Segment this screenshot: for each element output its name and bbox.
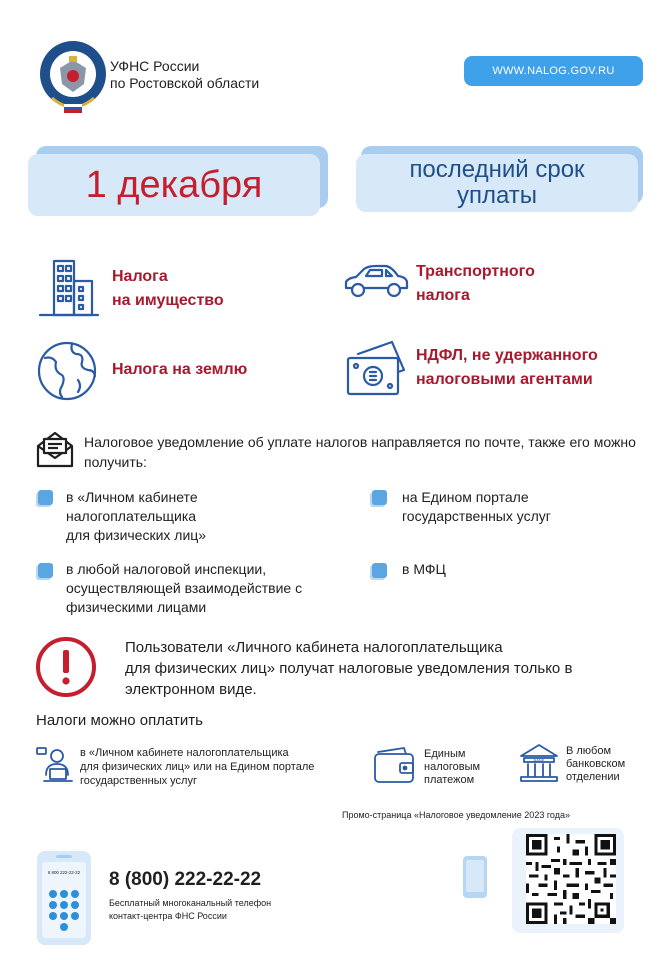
deadline-date: 1 декабря [85,163,263,206]
bullet-marker [38,563,53,578]
warning-line: электронном виде. [125,681,257,698]
deadline-label-line2: уплаты [456,182,538,209]
option-line: на Едином портале [402,489,529,505]
payment-unified-text [424,748,504,787]
phone-scan-icon [462,855,488,899]
payment-title: Налоги можно оплатить [36,712,203,729]
hotline-description [109,897,329,923]
payment-online-line: для физических лиц» или на Едином портале [80,761,315,773]
hotline-phone-number[interactable]: 8 (800) 222-22-22 [109,869,262,890]
payment-bank-text [566,745,646,784]
bullet-marker [38,490,53,505]
promo-page-caption: Промо-страница «Налоговое уведомление 2023 года» [342,810,570,820]
notice-description: Налоговое уведомление об уплате налогов направляется по почте, также его можно получить: [84,434,636,470]
bullet-marker [372,490,387,505]
option-line: физическими лицами [66,599,207,615]
car-icon [342,262,410,300]
option-mfc [402,560,602,579]
option-line: в МФЦ [402,561,446,577]
warning-line: для физических лиц» получат налоговые уведомления только в [125,660,573,677]
deadline-label-line1: последний срок [409,156,585,183]
org-name-line1: УФНС России [110,58,200,74]
tax-property-line2: на имущество [112,292,224,309]
payment-unified-line: Единым [424,748,466,760]
option-line: в любой налоговой инспекции, [66,561,267,577]
exclamation-warning-icon [34,635,98,699]
tax-transport-label [416,260,535,308]
bank-building-icon [518,742,560,784]
tax-property-line1: Налога [112,268,168,285]
warning-line: Пользователи «Личного кабинета налогоплательщика [125,639,503,656]
user-at-computer-icon [36,745,76,787]
tax-ndfl-label [416,344,598,392]
phone-screen-number: 8 800 222-22-22 [47,870,81,875]
wallet-icon [372,746,416,784]
payment-online-text [80,746,330,788]
tax-property-label [112,265,224,313]
envelope-icon [36,430,74,468]
money-banknotes-icon [344,340,410,398]
hotline-description-line1: Бесплатный многоканальный телефон [109,898,272,908]
payment-bank-line: В любом [566,745,612,757]
option-line: для физических лиц» [66,527,207,543]
tax-transport-line1: Транспортного [416,263,535,280]
org-name-line2: по Ростовской области [110,75,260,91]
option-personal-account [66,488,326,545]
fns-emblem-logo [38,38,108,118]
globe-icon [36,340,98,402]
option-line: налогоплательщика [66,508,197,524]
option-line: государственных услуг [402,508,551,524]
tax-transport-line2: налога [416,287,470,304]
tax-land-label: Налога на землю [112,361,248,378]
building-icon [38,257,100,319]
payment-bank-line: отделении [566,771,620,783]
warning-message [125,637,625,700]
tax-ndfl-line1: НДФЛ, не удержанного [416,347,598,364]
payment-bank-line: банковском [566,758,626,770]
payment-online-line: в «Личном кабинете налогоплательщика [80,747,289,759]
bank-sign-text: BANK [533,757,545,763]
payment-unified-line: платежом [424,774,475,786]
tax-ndfl-line2: налоговыми агентами [416,371,593,388]
hotline-description-line2: контакт-центра ФНС России [109,911,227,921]
deadline-label-card [356,154,638,212]
option-tax-office [66,560,356,617]
option-line: осуществляющей взаимодействие с [66,580,303,596]
qr-code[interactable] [526,834,616,924]
bullet-marker [372,563,387,578]
payment-online-line: государственных услуг [80,775,197,787]
option-gosuslugi [402,488,642,526]
phone-keypad-icon [36,850,92,946]
payment-unified-line: налоговым [424,761,481,773]
option-line: в «Личном кабинете [66,489,198,505]
date-card [28,154,320,216]
website-link-button[interactable]: WWW.NALOG.GOV.RU [464,56,643,86]
